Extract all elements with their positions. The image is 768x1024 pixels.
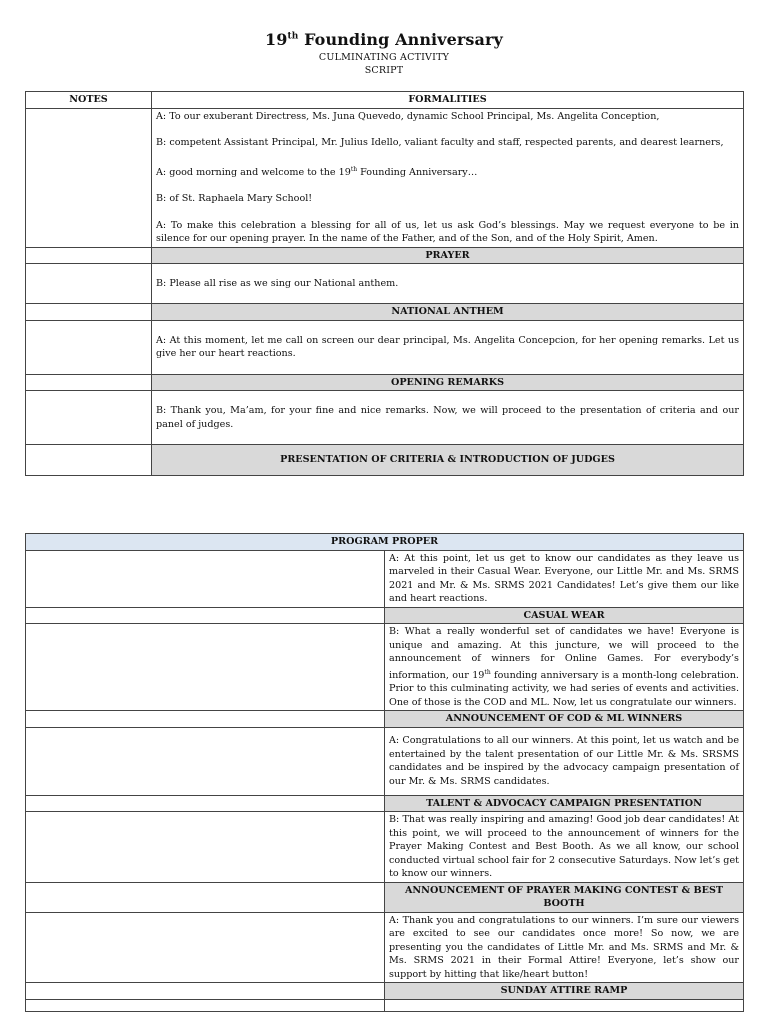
script-line: A: At this point, let us get to know our candidates as they leave us marveled in their Casual Wear. Everyone, our Little Mr. and Ms. SRMS 2021 and Mr. & Ms. SRMS 2021 Candidates! Let’s give them our like and heart reactions.	[389, 552, 739, 604]
document-subtitle: CULMINATING ACTIVITY	[318, 52, 450, 63]
table-row	[26, 912, 744, 983]
script-cell	[385, 727, 744, 795]
script-line: B: of St. Raphaela Mary School!	[156, 193, 313, 205]
section-label-sunday-attire: SUNDAY ATTIRE RAMP	[385, 983, 744, 1000]
table-row	[26, 320, 744, 374]
section-row	[26, 882, 744, 912]
script-line: B: Thank you, Ma’am, for your fine and nice remarks. Now, we will proceed to the presentation of criteria and our panel of judges.	[156, 405, 739, 430]
table-row	[26, 727, 744, 795]
section-row	[26, 445, 744, 476]
program-proper-table	[25, 533, 744, 1012]
script-cell	[385, 812, 744, 883]
table-row	[26, 391, 744, 445]
script-line: A: good morning and welcome to the 19th Founding Anniversary…	[156, 165, 478, 178]
table-row	[26, 812, 744, 883]
script-cell	[385, 912, 744, 983]
script-line: A: Thank you and congratulations to our winners. I’m sure our viewers are excited to see our candidates once more! So now, we are presenting you the candidates of Little Mr. and Ms. SRMS and Mr. & Ms. SRMS 2021 in their Formal Attire! Everyone, let’s show our support by hitting that like/heart button!	[389, 914, 739, 980]
script-cell	[385, 550, 744, 607]
notes-cell	[26, 108, 152, 247]
script-cell	[152, 320, 744, 374]
formalities-table	[25, 91, 744, 476]
table-row	[26, 550, 744, 607]
table-row	[26, 264, 744, 304]
section-row	[26, 607, 744, 624]
section-label-criteria-judges: PRESENTATION OF CRITERIA & INTRODUCTION OF JUDGES	[152, 445, 744, 476]
section-row	[26, 304, 744, 321]
document-subtitle-script: SCRIPT	[364, 65, 404, 76]
section-label-casual-wear: CASUAL WEAR	[385, 607, 744, 624]
script-line: A: To make this celebration a blessing for all of us, let us ask God’s blessings. May we request everyone to be in silence for our opening prayer. In the name of the Father, and of the Son, and of the Holy Spirit, Amen.	[156, 219, 739, 245]
script-line: B: What a really wonderful set of candidates we have! Everyone is unique and amazing. At this juncture, we will proceed to the announcement of winners for Online Games. For everybody’s information, our 19th founding anniversary is a month-long celebration. Prior to this culminating activity, we had series of events and activities. One of those is the COD and ML. Now, let us congratulate our winners.	[389, 626, 739, 708]
script-line: B: Please all rise as we sing our National anthem.	[156, 277, 399, 289]
section-label-opening-remarks: OPENING REMARKS	[152, 374, 744, 391]
script-line: B: competent Assistant Principal, Mr. Julius Idello, valiant faculty and staff, respected parents, and dearest learners,	[156, 137, 724, 148]
script-cell	[152, 391, 744, 445]
program-proper-header	[26, 534, 744, 551]
section-row	[26, 374, 744, 391]
script-line: A: To our exuberant Directress, Ms. Juna Quevedo, dynamic School Principal, Ms. Angelita Conception,	[156, 110, 660, 122]
script-line: A: At this moment, let me call on screen our dear principal, Ms. Angelita Concepcion, for her opening remarks. Let us give her our heart reactions.	[156, 334, 739, 360]
document-title: 19th Founding Anniversary	[265, 30, 503, 49]
table-row	[26, 624, 744, 711]
program-proper-label: PROGRAM PROPER	[26, 534, 744, 551]
script-cell	[152, 108, 744, 247]
section-row	[26, 795, 744, 812]
script-line: B: That was really inspiring and amazing! Good job dear candidates! At this point, we will proceed to the announcement of winners for the Prayer Making Contest and Best Booth. As we all know, our school conducted virtual school fair for 2 consecutive Saturdays. Now let’s get to know our winners.	[389, 814, 739, 880]
table-row	[26, 999, 744, 1011]
section-label-national-anthem: NATIONAL ANTHEM	[152, 304, 744, 321]
section-row	[26, 711, 744, 728]
section-label-talent-advocacy: TALENT & ADVOCACY CAMPAIGN PRESENTATION	[385, 795, 744, 812]
notes-column-header: NOTES	[26, 92, 152, 109]
formalities-column-header: FORMALITIES	[152, 92, 744, 109]
script-line: A: Congratulations to all our winners. At this point, let us watch and be entertained by the talent presentation of our Little Mr. & Ms. SRSMS candidates and be inspired by the advocacy campaign presentation of our Mr. & Ms. SRMS candidates.	[389, 735, 739, 787]
section-label-prayer-contest-booth: ANNOUNCEMENT OF PRAYER MAKING CONTEST & BEST BOOTH	[385, 882, 744, 912]
section-label-cod-ml-winners: ANNOUNCEMENT OF COD & ML WINNERS	[385, 711, 744, 728]
section-row	[26, 247, 744, 264]
section-row	[26, 983, 744, 1000]
table-row	[26, 108, 744, 247]
script-cell	[152, 264, 744, 304]
script-cell	[385, 624, 744, 711]
section-label-prayer: PRAYER	[152, 247, 744, 264]
